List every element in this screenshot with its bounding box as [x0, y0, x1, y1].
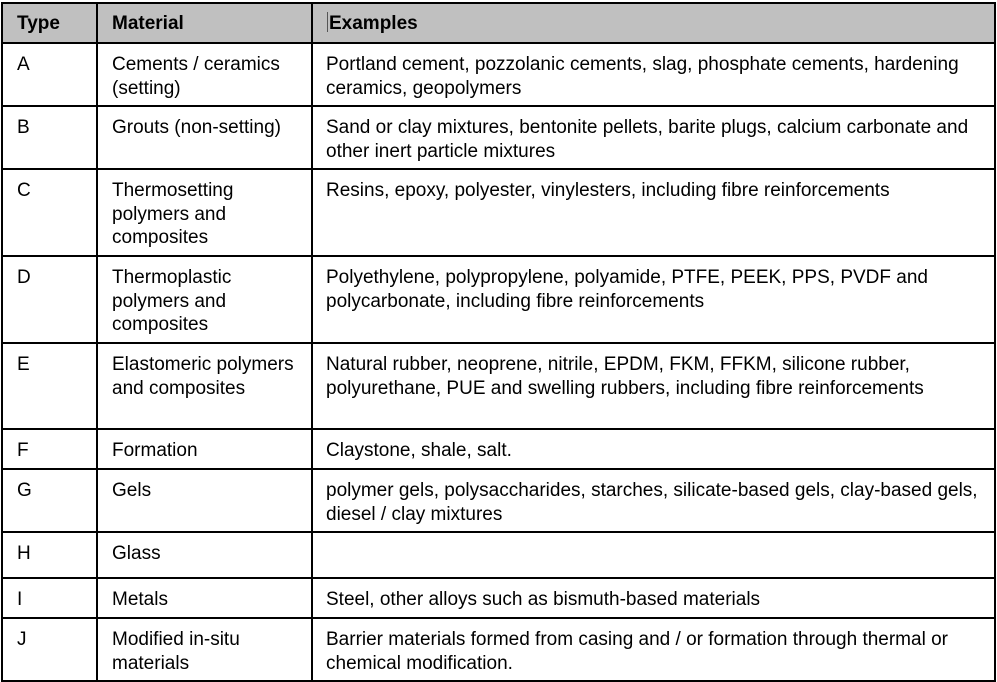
table-row-f [2, 429, 995, 469]
table-row-c [2, 169, 995, 256]
cell-examples: Claystone, shale, salt. [312, 429, 995, 469]
cell-material: Thermoplastic polymers and composites [97, 256, 312, 343]
cell-type: E [2, 343, 97, 429]
cell-type: G [2, 469, 97, 532]
materials-table [1, 2, 996, 682]
table-row-h [2, 532, 995, 578]
cell-examples: Natural rubber, neoprene, nitrile, EPDM, FKM, FFKM, silicone rubber, polyurethane, PUE and swelling rubbers, including fibre reinforcements [312, 343, 995, 429]
cell-type: J [2, 618, 97, 681]
cell-examples: polymer gels, polysaccharides, starches, silicate-based gels, clay-based gels, diesel / clay mixtures [312, 469, 995, 532]
cell-examples: Steel, other alloys such as bismuth-based materials [312, 578, 995, 618]
cell-material: Gels [97, 469, 312, 532]
table-row-b [2, 106, 995, 169]
cell-examples: Sand or clay mixtures, bentonite pellets, barite plugs, calcium carbonate and other inert particle mixtures [312, 106, 995, 169]
cell-material: Glass [97, 532, 312, 578]
cell-type: F [2, 429, 97, 469]
cell-type: C [2, 169, 97, 256]
cell-type: A [2, 43, 97, 106]
text-cursor [327, 12, 328, 32]
header-examples-label: Examples [329, 13, 418, 34]
cell-material: Modified in-situ materials [97, 618, 312, 681]
header-type: Type [2, 3, 97, 43]
table-row-e [2, 343, 995, 429]
table-row-a [2, 43, 995, 106]
table-row-j [2, 618, 995, 681]
cell-examples: Polyethylene, polypropylene, polyamide, PTFE, PEEK, PPS, PVDF and polycarbonate, including fibre reinforcements [312, 256, 995, 343]
cell-examples [312, 532, 995, 578]
cell-type: I [2, 578, 97, 618]
cell-examples: Resins, epoxy, polyester, vinylesters, including fibre reinforcements [312, 169, 995, 256]
cell-material: Thermosetting polymers and composites [97, 169, 312, 256]
cell-material: Elastomeric polymers and composites [97, 343, 312, 429]
cell-type: D [2, 256, 97, 343]
header-material: Material [97, 3, 312, 43]
cell-examples: Portland cement, pozzolanic cements, slag, phosphate cements, hardening ceramics, geopolymers [312, 43, 995, 106]
cell-type: H [2, 532, 97, 578]
header-examples [312, 3, 995, 43]
cell-examples: Barrier materials formed from casing and / or formation through thermal or chemical modification. [312, 618, 995, 681]
cell-material: Grouts (non-setting) [97, 106, 312, 169]
header-row [2, 3, 995, 43]
cell-material: Metals [97, 578, 312, 618]
table-row-i [2, 578, 995, 618]
table-row-d [2, 256, 995, 343]
table-row-g [2, 469, 995, 532]
cell-material: Cements / ceramics (setting) [97, 43, 312, 106]
cell-type: B [2, 106, 97, 169]
cell-material: Formation [97, 429, 312, 469]
